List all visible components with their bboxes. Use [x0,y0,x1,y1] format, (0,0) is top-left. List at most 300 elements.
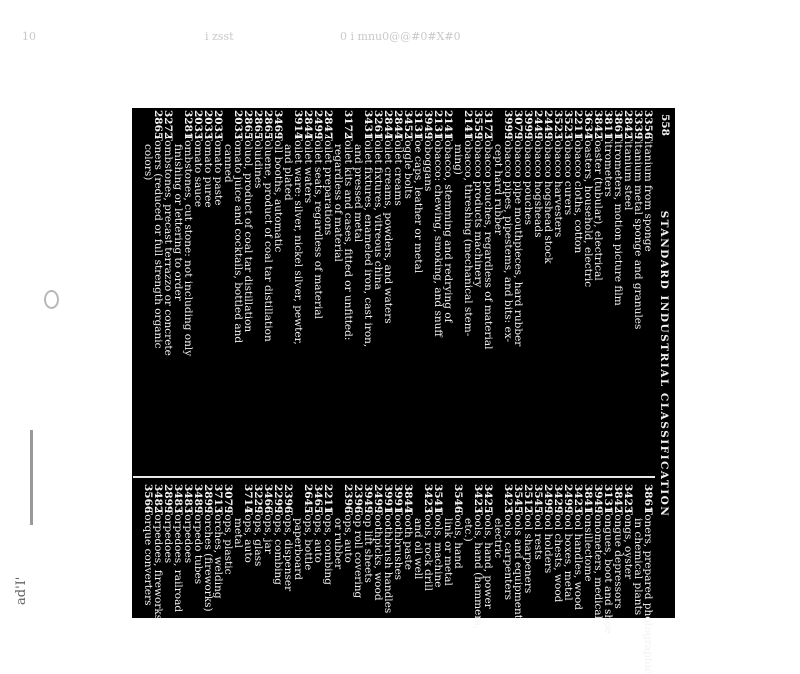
entry-label: Tops, glass [252,508,264,567]
entry-label: Tool sharpeners [522,508,534,594]
scan-header-right: 0 i mnu0@@#0#X#0 [340,30,461,43]
entry-label: Tooth paste [402,508,414,570]
sic-code: 3546 [452,484,464,514]
sic-code: 2512 [522,484,534,514]
entry-label: and oil well [412,518,424,580]
sic-code: 3844 [402,484,414,514]
sic-code: 3523 [562,110,574,140]
entry-label: Top lift sheets [362,508,374,583]
index-entry [193,110,203,470]
entry-label: Tool handles, wood [572,508,584,611]
entry-label: Tops, bottle [302,508,314,571]
sic-code: 3713 [212,484,224,514]
index-entry [453,484,463,624]
sic-code: 3842 [612,484,624,514]
index-entry [493,484,503,624]
entry-label: link or metal [442,518,454,586]
sic-code: 2847 [322,110,334,140]
index-entry [543,110,553,470]
page-title: STANDARD INDUSTRIAL CLASSIFICATION [658,210,670,518]
entry-label: metal [232,518,244,549]
sic-code: 3949 [592,484,604,514]
index-entry [223,110,233,470]
entry-label: Tool boxes, metal [562,508,574,601]
entry-label: Tools, machine [432,508,444,588]
scan-header-middle: i zsst [205,30,234,43]
sic-code: 2865 [262,110,274,140]
sic-code: 2449 [542,110,554,140]
index-entry [303,110,313,470]
sic-code: 3523 [552,110,564,140]
entry-label: Tools, hand, power [482,508,494,609]
index-entry [223,484,233,624]
entry-label: Toll booths, automatic [272,134,284,253]
scan-header [0,30,800,50]
entry-label: Toasters, household, electric [582,134,594,288]
index-entry [253,484,263,624]
sic-code: 3489 [192,484,204,514]
index-entry [273,110,283,470]
index-entry [403,110,413,470]
entry-label: Torches, welding [212,508,224,599]
entry-label: Tools, hand [452,508,464,569]
entry-label: Torpedoes, fireworks [152,508,164,621]
entry-label: Toggle bolts [402,134,414,199]
index-entry [613,110,623,470]
index-entry [593,484,603,624]
sic-code: 3079 [222,484,234,514]
index-entry [573,110,583,470]
sic-code: 3172 [482,110,494,140]
index-entry [602,484,614,634]
index-entry [333,484,343,624]
sic-code: 2899 [162,484,174,514]
entry-label: Toilet preparations [322,134,334,236]
index-entry [343,484,353,624]
index-entry [443,110,453,470]
sic-code: 2865 [242,110,254,140]
sic-code: 3356 [642,110,654,140]
index-entry [403,484,413,624]
entry-label: canned [222,144,234,183]
index-entry [533,484,543,624]
entry-label: Toe caps, leather or metal [412,134,424,274]
index-entry [463,110,473,470]
entry-label: cept hard rubber [492,144,504,235]
sic-code: 2211 [322,484,334,514]
edge-fragment: ad'I' [14,576,29,605]
index-entry [633,484,643,624]
index-entry [623,484,633,624]
index-entry [483,110,493,470]
sic-code: 3466 [262,484,274,514]
sic-code: 2449 [532,110,544,140]
index-entry [553,484,563,624]
entry-label: Tobacco pouches [522,134,534,225]
sic-code [493,484,503,508]
index-entry [633,110,643,470]
sic-code: 3431 [362,110,374,140]
sic-code: 2141 [442,110,454,140]
index-entry [173,110,183,470]
sic-code: 3541 [432,484,444,514]
sic-code: 3634 [582,110,594,140]
sic-code: 2499 [372,484,384,514]
entry-label: Tops, auto [342,508,354,563]
index-entry [183,110,193,470]
sic-code: 3465 [312,484,324,514]
sic-code: 2033 [192,110,204,140]
entry-label: Torpedoes [162,508,174,564]
entry-label: ming) [452,144,464,175]
entry-label: Tools, rock drill [422,508,434,591]
index-entry [353,110,363,470]
sic-code: 3131 [602,484,614,514]
index-entry [423,484,433,624]
sic-code [223,110,233,134]
sic-code: 2131 [432,110,444,140]
sic-code: 3914 [292,110,304,140]
index-entry [423,110,433,470]
index-entry [373,484,383,624]
sic-code [633,484,643,508]
sic-code: 3429 [552,484,564,514]
sic-code: 2141 [462,110,474,140]
index-entry [433,110,443,470]
entry-label: Tongues, boot and shoe [602,508,614,634]
index-entry [453,110,463,470]
sic-code: 3566 [142,484,154,514]
sic-code [283,110,293,134]
sic-code: 3714 [242,484,254,514]
sic-code: 3999 [522,110,534,140]
entry-label: Toluidines [252,134,264,189]
entry-label: and pressed metal [352,144,364,243]
index-entry [313,484,323,624]
entry-label: Titanium metal sponge and granules [632,134,644,330]
index-entry [513,484,523,624]
sic-code: 2033 [202,110,214,140]
entry-label: Tobacco products machinery [472,134,484,288]
entry-label: Tobacco pipes, pipestems, and bits: ex- [502,134,514,342]
index-entry [483,484,493,624]
entry-label: Tobacco pouches, regardless of material [482,134,494,350]
sic-code [453,110,463,134]
page-number: 558 [659,114,671,136]
index-entry [153,484,163,624]
sic-code: 3545 [532,484,544,514]
index-entry [523,110,533,470]
index-entry [433,484,443,624]
entry-label: Top roll covering [352,508,364,599]
index-entry [623,110,633,470]
index-entry [413,110,423,470]
index-entry [363,484,373,624]
sic-code: 3999 [502,110,514,140]
sic-code [493,110,503,134]
index-entry [393,110,403,470]
index-entry [583,110,593,470]
entry-label: Torpedoes [182,508,194,564]
sic-code: 3172 [342,110,354,140]
entry-label: Toilet fixtures, enameled iron, cast iron, [362,134,374,348]
index-entry [253,110,263,470]
entry-label: Toilet kits and cases, fitted or unfitted: [342,134,354,341]
sic-code [443,484,453,508]
sic-code: 3949 [362,484,374,514]
sic-code: 2844 [392,110,404,140]
sic-code: 3949 [422,110,434,140]
left-column [143,110,653,470]
index-entry [173,484,183,624]
sic-code: 3339 [632,110,644,140]
index-entry [273,484,283,624]
sic-code: 3423 [502,484,514,514]
index-entry [283,484,293,624]
sic-code: 3991 [392,484,404,514]
sic-code: 3545 [512,484,524,514]
sic-code: 2211 [572,110,584,140]
sic-code: 3842 [592,110,604,140]
right-column [142,484,654,674]
index-entry [613,484,623,624]
scanned-page [132,108,675,674]
entry-label: Tobacco curers [562,134,574,216]
entry-label: Toilet creams, powders, and waters [382,134,394,324]
index-entry [603,110,613,470]
entry-label: Toilet creams [392,134,404,206]
index-entry [303,484,313,624]
sic-code: 2499 [562,484,574,514]
entry-label: Tomato paste [212,134,224,206]
entry-label: paperboard [292,518,304,580]
index-entry [563,110,573,470]
sic-code [333,110,343,134]
entry-label: Tobacco, threshing (mechanical stem- [462,134,474,337]
entry-label: Toothpicks, wood [372,508,384,601]
margin-mark [30,430,33,525]
entry-label: Tomato juice and cocktails, bottled and [232,134,244,344]
index-entry [513,110,523,470]
index-entry [233,110,243,470]
sic-code: 3861 [612,110,624,140]
entry-label: Tools and equipment [512,508,524,619]
sic-code: 3991 [382,484,394,514]
index-entry [473,110,483,470]
index-entry [393,484,403,624]
index-entry [343,110,353,470]
sic-code [233,484,243,508]
entry-label: Tops, auto [312,508,324,563]
sic-code: 3483 [182,484,194,514]
index-entry [203,110,213,470]
entry-label: Toluol, product of coal tar distillation [242,134,254,333]
sic-code: 3423 [622,484,634,514]
index-entry [203,484,213,624]
index-entry [283,110,293,470]
sic-code: 2844 [302,110,314,140]
entry-label: Toboggans [422,134,434,192]
sic-code [413,484,423,508]
sic-code: 2844 [382,110,394,140]
sic-code [173,110,183,134]
sic-code: 2499 [542,484,554,514]
index-entry [472,484,484,630]
index-entry [193,484,203,624]
index-entry [143,484,153,624]
sic-code: 3423 [472,484,484,514]
index-entry [413,484,423,624]
index-entry [323,484,333,624]
entry-label: Tops, combing [322,508,334,586]
sic-code: 2865 [252,110,264,140]
index-entry [543,484,553,624]
sic-code [333,484,343,508]
page-content [132,108,675,674]
sic-code [353,110,363,134]
entry-label: Tombstones, precast terrazzo or concrete [162,134,174,356]
index-entry [523,484,533,624]
index-entry [383,110,393,470]
sic-code: 2396 [342,484,354,514]
entry-label: finishing or lettering to order [172,144,184,301]
index-entry [383,484,393,624]
entry-label: Tools, carpenters [502,508,514,600]
index-entry [243,110,253,470]
entry-label: Tobacco pipe mouthpieces, hard rubber [512,134,524,347]
index-entry [503,484,513,624]
entry-label: Toothbrushes [392,508,404,581]
entry-label: Tongue depressors [612,508,624,609]
entry-label: or rubber [332,518,344,570]
entry-label: Tobacco cloths, cotton [572,134,584,254]
index-entry [143,110,153,470]
entry-label: Tops, auto [242,508,254,563]
entry-label: Titanium steel [622,134,634,211]
sic-code: 2499 [312,110,324,140]
entry-label: etc.) [462,518,474,542]
sic-code: 3811 [602,110,614,140]
sic-code: 3229 [252,484,264,514]
entry-label: Tobacco hogshead stock [542,134,554,264]
entry-label: Tomato sauce [192,134,204,208]
entry-label: Toaster (tubular), electrical [592,134,604,281]
index-entry [593,110,603,470]
entry-label: Toilet fixtures, vitreous china [372,134,384,290]
sic-code: 3483 [172,484,184,514]
entry-label: Toluene, product of coal tar distillation [262,134,274,342]
entry-label: Tobacco hogsheads [532,134,544,238]
punch-hole [44,290,59,309]
index-entry [642,484,654,674]
entry-label: Tops, jar [262,508,274,554]
index-entry [163,110,173,470]
entry-label: Toilet ware: silver, nickel silver, pewter, [292,134,304,345]
sic-code: 2299 [272,484,284,514]
entry-label: Tops, dispenser [282,508,294,592]
entry-label: and plated [282,144,294,201]
sic-code: 3469 [272,110,284,140]
sic-code: 2033 [232,110,244,140]
sic-code: 3272 [162,110,174,140]
entry-label: Titrometers [602,134,614,197]
entry-label: Torpedo tubes [192,508,204,585]
index-entry [643,110,653,470]
index-entry [373,110,383,470]
index-entry [353,484,363,624]
sic-code: 3452 [402,110,414,140]
index-entry [163,484,173,624]
index-entry [263,110,273,470]
sic-code: 3423 [572,484,584,514]
sic-code [293,484,303,508]
entry-label: electric [492,518,504,559]
index-entry [533,110,543,470]
entry-label: Tops, plastic [222,508,234,575]
entry-label: Tombstones, cut stone: not including only [182,134,194,357]
entry-label: Tonsillectome [582,508,594,582]
index-entry [233,484,243,624]
sic-code: 3131 [412,110,424,140]
index-entry [293,484,303,624]
index-entry [363,110,373,470]
index-entry [293,110,303,470]
sic-code: 2865 [152,110,164,140]
sic-code: 2899 [202,484,214,514]
sic-code: 3261 [372,110,384,140]
index-entry [503,110,513,470]
entry-label: Titanium from sponge [642,134,654,252]
sic-code: 3425 [482,484,494,514]
entry-label: Toothbrush handles [382,508,394,614]
sic-code: 3841 [582,484,594,514]
sic-code: 2396 [282,484,294,514]
entry-label: Tops, combing [272,508,284,586]
entry-label: Toners, prepared photographic [642,508,654,674]
sic-code: 2645 [302,484,314,514]
index-entry [553,110,563,470]
entry-label: Tools, hand (hammers, [472,508,484,630]
index-entry [183,484,193,624]
index-entry [443,484,453,624]
entry-label: Toilet waters [302,134,314,204]
sic-code: 3482 [152,484,164,514]
index-entry [493,110,503,470]
entry-label: Tobacco, stemming and redrying of [442,134,454,323]
entry-label: Titrometers, motion picture film [612,134,624,306]
index-entry [323,110,333,470]
sic-code: 2842 [622,110,634,140]
sic-code: 3423 [422,484,434,514]
index-entry [153,110,163,470]
entry-label: Toners (reduced or full strength organic [152,134,164,349]
index-entry [463,484,473,624]
sic-code: 2033 [212,110,224,140]
sic-code [463,484,473,508]
index-entry [213,110,223,470]
entry-label: Tongs, oyster [622,508,634,580]
entry-label: Tobacco harvesters [552,134,564,238]
sic-code: 2396 [352,484,364,514]
entry-label: Tool holders [542,508,554,574]
entry-label: Toilet seats, regardless of material [312,134,324,319]
index-entry [573,484,583,624]
index-entry [313,110,323,470]
entry-label: Tobacco: chewing, smoking, and snuff [432,134,444,337]
index-entry [263,484,273,624]
entry-label: in chemical plants [632,518,644,616]
entry-label: regardless of material [332,144,344,262]
